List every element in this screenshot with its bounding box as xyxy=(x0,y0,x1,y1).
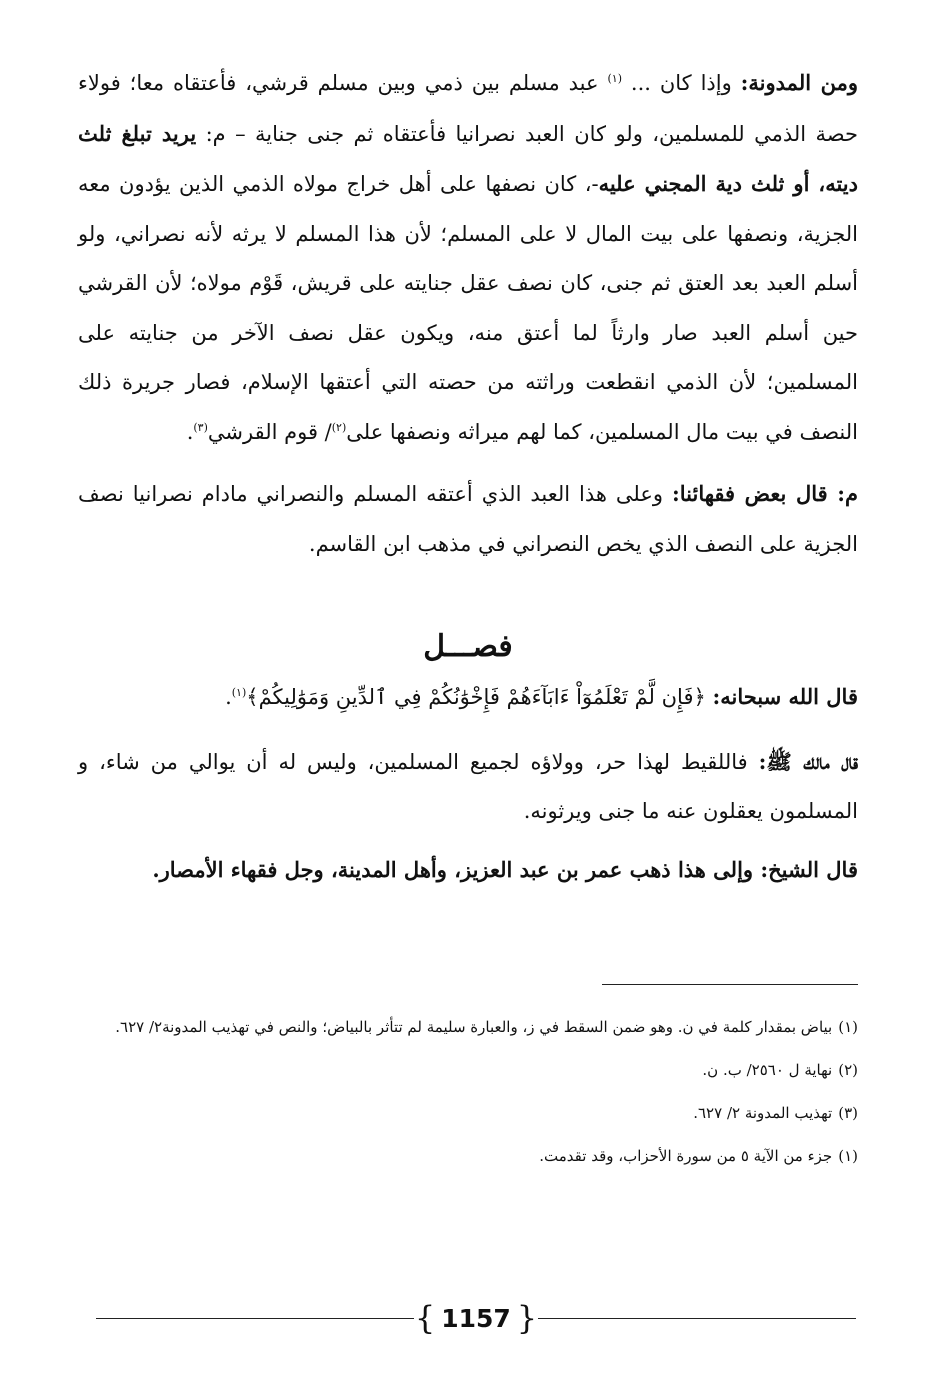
footnote-number: (١) xyxy=(838,1018,858,1036)
paragraph-text: / قوم القرشي xyxy=(207,419,332,444)
bracket-open: { xyxy=(414,1299,436,1337)
paragraph-text: وإلى هذا ذهب عمر بن عبد العزيز، وأهل المدينة، وجل فقهاء الأمصار. xyxy=(152,856,761,882)
paragraph-quran xyxy=(78,672,858,723)
paragraph-lead: ومن المدونة: xyxy=(740,70,858,95)
footer-rule-left xyxy=(96,1318,414,1319)
footnote-divider xyxy=(602,984,858,985)
paragraph-text: . xyxy=(225,685,232,709)
bracket-close: } xyxy=(516,1299,538,1337)
footnote-number: (٣) xyxy=(838,1104,858,1122)
paragraph-text: عبد مسلم بين ذمي وبين مسلم قرشي، فأعتقاه معا؛ فولاء حصة الذمي للمسلمين، ولو كان العبد نصرانيا فأعتقاه ثم جنى جناية – م: xyxy=(78,71,859,146)
paragraph-text: . xyxy=(186,419,194,444)
paragraph-malik xyxy=(78,737,858,837)
footnote-item xyxy=(78,1055,858,1085)
footnote-item xyxy=(78,1098,858,1128)
page-number xyxy=(414,1298,538,1338)
paragraph-lead: قال الله سبحانه: xyxy=(712,684,858,709)
footnote-ref: (١) xyxy=(231,686,247,699)
footnote-number: (١) xyxy=(838,1147,858,1165)
footnote-ref: (٢) xyxy=(331,420,347,434)
paragraph-text: فاللقيط لهذا حر، وولاؤه لجميع المسلمين، وليس له أن يوالي من شاء، و المسلمون يعقلون عنه ما جنى ويرثونه. xyxy=(78,749,858,823)
paragraph-lead: م: قال بعض فقهائنا: xyxy=(672,481,859,506)
footnote-item xyxy=(78,1141,858,1171)
footnote-text: تهذيب المدونة ٢/ ٦٢٧. xyxy=(693,1104,833,1122)
footnote-ref: (٣) xyxy=(193,420,208,434)
paragraph-faqaha xyxy=(78,469,858,569)
quran-verse: ﴿فَإِن لَّمْ تَعْلَمُوٓاْ ءَابَآءَهُمْ فَإِخْوَٰنُكُمْ فِي ٱلدِّينِ وَمَوَٰلِيكُمْ﴾ xyxy=(246,685,713,709)
paragraph-lead: قال الشيخ: xyxy=(760,856,858,882)
footer-rule-right xyxy=(538,1318,856,1319)
section-heading: فصـــل xyxy=(423,629,513,664)
footnote-item xyxy=(78,1012,858,1042)
paragraph-emphasis: يريد تبلغ ثلث ديته، أو ثلث دية المجني عليه xyxy=(78,120,858,196)
document-page xyxy=(78,40,858,1360)
footnotes xyxy=(78,1012,858,1184)
paragraph-lead: قال مالك ﷺ: xyxy=(758,748,858,774)
page-footer xyxy=(78,1298,858,1338)
footnote-number: (٢) xyxy=(838,1061,858,1079)
page-number-text: 1157 xyxy=(441,1303,511,1333)
paragraph-text: وعلى هذا العبد الذي أعتقه المسلم والنصراني مادام نصرانيا نصف الجزية على النصف الذي يخص النصراني في مذهب ابن القاسم. xyxy=(78,482,858,556)
paragraph-text: وإذا كان ... xyxy=(621,71,741,95)
paragraph-al-mudawwana xyxy=(78,58,858,457)
footnote-text: نهاية ل ٢٥٦٠/ ب. ن. xyxy=(702,1061,833,1079)
footnote-ref: (١) xyxy=(607,72,622,85)
footnote-text: بياض بمقدار كلمة في ن. وهو ضمن السقط في ز، والعبارة سليمة لم تتأثر بالبياض؛ والنص في تهذيب المدونة٢/ ٦٢٧. xyxy=(115,1018,833,1036)
footnote-text: جزء من الآية ٥ من سورة الأحزاب، وقد تقدمت. xyxy=(539,1147,833,1165)
paragraph-shaykh xyxy=(78,845,858,896)
paragraph-text: -، كان نصفها على أهل خراج مولاه الذمي الذين يؤدون معه الجزية، ونصفها على بيت المال لا على المسلم؛ لأن هذا المسلم لا يرثه لأنه نصراني، ولو أسلم العبد بعد العتق ثم جنى، كان نصف عقل جنايته على قريش، قَوْم مولاه؛ لأن القرشي حين أسلم العبد صار وارثاً لما أعتق منه، ويكون عقل نصف الآخر من جنايته على المسلمين؛ لأن الذمي انقطعت وراثته من حصته التي أعتقها الإسلام، فصار جريرة ذلك النصف في بيت مال المسلمين، كما لهم ميراثه ونصفها على xyxy=(78,172,858,444)
